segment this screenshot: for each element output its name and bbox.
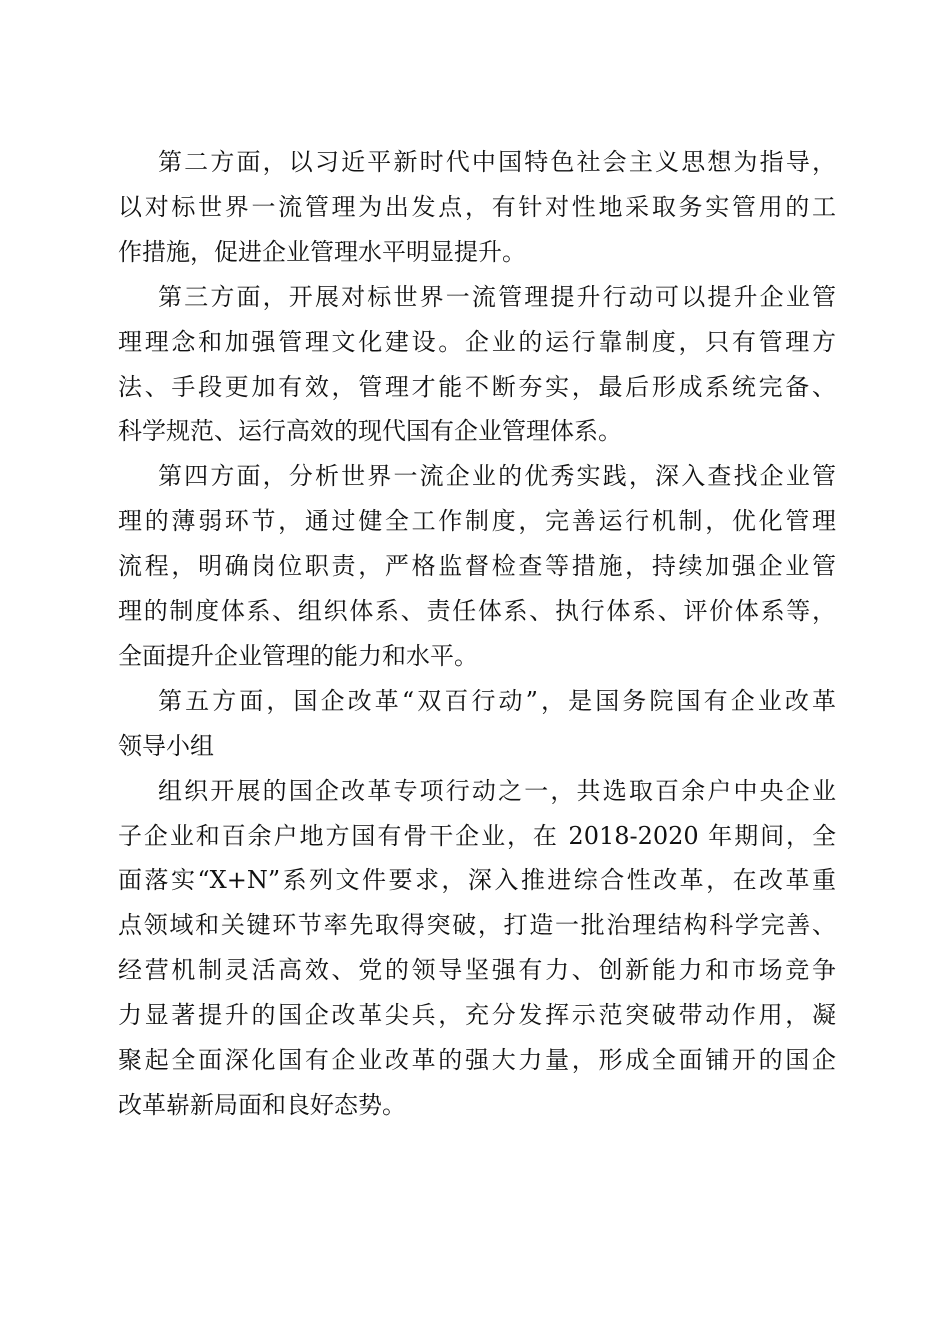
text-line: 全面提升企业管理的能力和水平。 — [118, 641, 478, 670]
text-line: 改革崭新局面和良好态势。 — [118, 1090, 406, 1119]
text-line: 第四方面，分析世界一流企业的优秀实践，深入查找企业管 — [158, 462, 836, 491]
text-line: 理的制度体系、组织体系、责任体系、执行体系、评价体系等， — [118, 597, 836, 625]
text-line: 理的薄弱环节，通过健全工作制度，完善运行机制，优化管理 — [118, 507, 836, 536]
text-line: 组织开展的国企改革专项行动之一，共选取百余户中央企业 — [158, 776, 836, 805]
text-line: 力显著提升的国企改革尖兵，充分发挥示范突破带动作用，凝 — [118, 1001, 836, 1030]
text-line: 领导小组 — [118, 731, 214, 760]
text-line: 点领域和关键环节率先取得突破，打造一批治理结构科学完善、 — [118, 911, 836, 940]
text-line: 流程，明确岗位职责，严格监督检查等措施，持续加强企业管 — [118, 552, 836, 581]
text-line: 面落实“X+N”系列文件要求，深入推进综合性改革，在改革重 — [118, 866, 836, 895]
text-line: 第三方面，开展对标世界一流管理提升行动可以提升企业管 — [158, 282, 836, 311]
text-line: 科学规范、运行高效的现代国有企业管理体系。 — [118, 417, 622, 446]
text-line: 子企业和百余户地方国有骨干企业，在 2018-2020 年期间，全 — [118, 821, 836, 850]
text-line: 理理念和加强管理文化建设。企业的运行靠制度，只有管理方 — [118, 327, 836, 356]
text-line: 法、手段更加有效，管理才能不断夯实，最后形成系统完备、 — [118, 372, 836, 401]
text-line: 作措施，促进企业管理水平明显提升。 — [118, 237, 526, 266]
text-line: 经营机制灵活高效、党的领导坚强有力、创新能力和市场竞争 — [118, 956, 836, 985]
text-line: 聚起全面深化国有企业改革的强大力量，形成全面铺开的国企 — [118, 1046, 836, 1074]
text-line: 第五方面，国企改革“双百行动”，是国务院国有企业改革 — [158, 686, 836, 715]
text-line: 以对标世界一流管理为出发点，有针对性地采取务实管用的工 — [118, 192, 836, 221]
text-line: 第二方面，以习近平新时代中国特色社会主义思想为指导， — [158, 148, 836, 176]
